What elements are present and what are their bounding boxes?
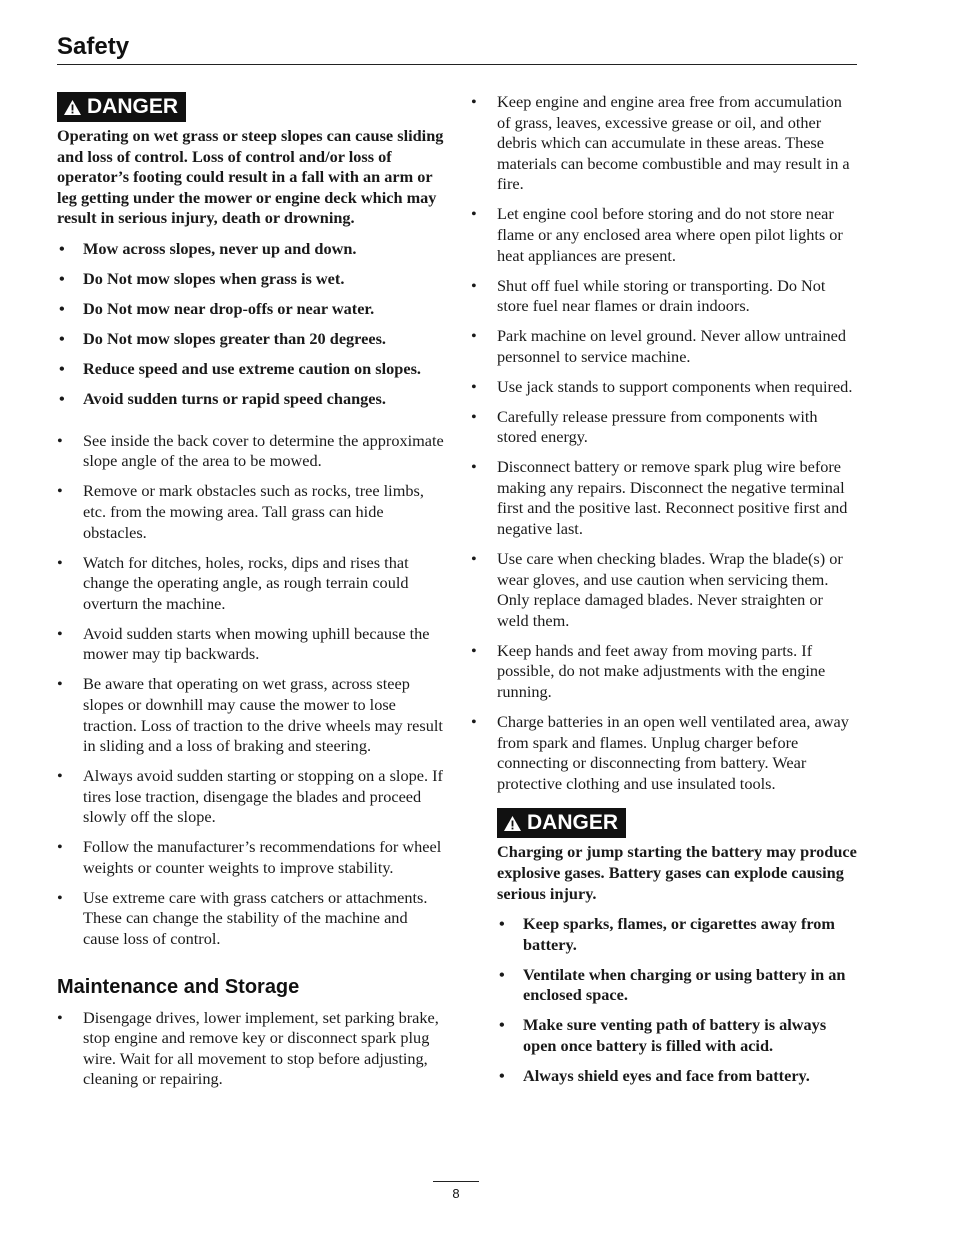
list-item: • Ventilate when charging or using battery in an enclosed space. <box>499 964 846 1005</box>
danger-label-box <box>497 808 626 838</box>
list-item: • Do Not mow slopes when grass is wet. <box>59 268 345 288</box>
danger-bullet-list <box>497 914 857 1086</box>
danger-message: Operating on wet grass or steep slopes can cause sliding and loss of control. Loss of control and/or loss of operator’s footing could result in a fall with an arm or leg getting under the mower or engine deck which may result in serious injury, death or drowning. <box>57 126 444 228</box>
bullet-list <box>57 431 447 950</box>
danger-message: Charging or jump starting the battery may produce explosive gases. Battery gases can explode causing serious injury. <box>497 842 857 903</box>
list-item: • Use jack stands to support components when required. <box>471 376 853 396</box>
footer-rule <box>433 1181 479 1182</box>
warning-triangle-icon <box>503 815 522 832</box>
list-item: • Carefully release pressure from components with stored energy. <box>471 406 818 447</box>
list-item: • Always avoid sudden starting or stopping on a slope. If tires lose traction, disengage the blades and proceed slowly off the slope. <box>57 766 443 827</box>
list-item: • Keep sparks, flames, or cigarettes away from battery. <box>499 914 835 954</box>
list-item: • Do Not mow slopes greater than 20 degrees. <box>59 328 386 348</box>
danger-bullet-list <box>57 239 447 410</box>
list-item: • Disengage drives, lower implement, set parking brake, stop engine and remove key or disconnect spark plug wire. Wait for all movement to stop before adjusting, cleaning or repairing. <box>57 1007 439 1089</box>
list-item: • Let engine cool before storing and do not store near flame or any enclosed area where open pilot lights or heat appliances are present. <box>471 204 843 265</box>
warning-triangle-icon <box>63 99 82 116</box>
list-item: • Always shield eyes and face from battery. <box>499 1065 810 1085</box>
danger-label: DANGER <box>87 95 179 118</box>
header-rule <box>57 64 857 65</box>
list-item: • Use care when checking blades. Wrap the blade(s) or wear gloves, and use caution when servicing them. Only replace damaged blades. Never straighten or weld them. <box>471 549 843 630</box>
list-item: • Shut off fuel while storing or transporting. Do Not store fuel near flames or drain indoors. <box>471 275 826 316</box>
section-bullet-list <box>57 1008 447 1090</box>
bullet-list <box>471 92 857 794</box>
spacer <box>57 419 447 431</box>
list-item: • Mow across slopes, never up and down. <box>59 238 357 258</box>
danger-block <box>471 808 857 842</box>
list-item: • Avoid sudden turns or rapid speed changes. <box>59 388 386 408</box>
page-title: Safety <box>57 33 130 60</box>
list-item: • Reduce speed and use extreme caution on slopes. <box>59 358 421 378</box>
list-item: • Watch for ditches, holes, rocks, dips and rises that change the operating angle, as rough terrain could overturn the machine. <box>57 552 409 613</box>
list-item: • Remove or mark obstacles such as rocks, tree limbs, etc. from the mowing area. Tall grass can hide obstacles. <box>57 481 424 542</box>
danger-label: DANGER <box>527 811 619 835</box>
list-item: • Disconnect battery or remove spark plug wire before making any repairs. Disconnect the negative terminal first and the positive last. Reconnect positive first and negative last. <box>471 457 848 539</box>
right-column <box>471 92 857 1096</box>
danger-label-box <box>57 92 186 122</box>
list-item: • Charge batteries in an open well ventilated area, away from spark and flames. Unplug charger before connecting or disconnecting from battery. Wear protective clothing and use insulated tools. <box>471 711 849 793</box>
list-item: • Follow the manufacturer’s recommendations for wheel weights or counter weights to improve stability. <box>57 837 442 877</box>
section-heading: Maintenance and Storage <box>57 975 300 998</box>
left-column <box>57 92 447 1099</box>
page-number: 8 <box>452 1186 460 1201</box>
list-item: • Do Not mow near drop-offs or near water. <box>59 298 375 318</box>
list-item: • Make sure venting path of battery is always open once battery is filled with acid. <box>499 1015 827 1055</box>
list-item: • Use extreme care with grass catchers or attachments. These can change the stability of the machine and cause loss of control. <box>57 887 428 949</box>
list-item: • See inside the back cover to determine the approximate slope angle of the area to be mowed. <box>57 430 444 471</box>
list-item: • Be aware that operating on wet grass, across steep slopes or downhill may cause the mower to lose traction. Loss of traction to the drive wheels may result in sliding and a loss of braking and steering. <box>57 674 443 756</box>
list-item: • Keep engine and engine area free from accumulation of grass, leaves, excessive grease or oil, and other debris which can accumulate in these areas. These materials can become combustible and may result in a fire. <box>471 92 850 194</box>
list-item: • Keep hands and feet away from moving parts. If possible, do not make adjustments with the engine running. <box>471 640 826 701</box>
page-header <box>57 32 857 62</box>
list-item: • Avoid sudden starts when mowing uphill because the mower may tip backwards. <box>57 623 430 664</box>
list-item: • Park machine on level ground. Never allow untrained personnel to service machine. <box>471 326 847 366</box>
